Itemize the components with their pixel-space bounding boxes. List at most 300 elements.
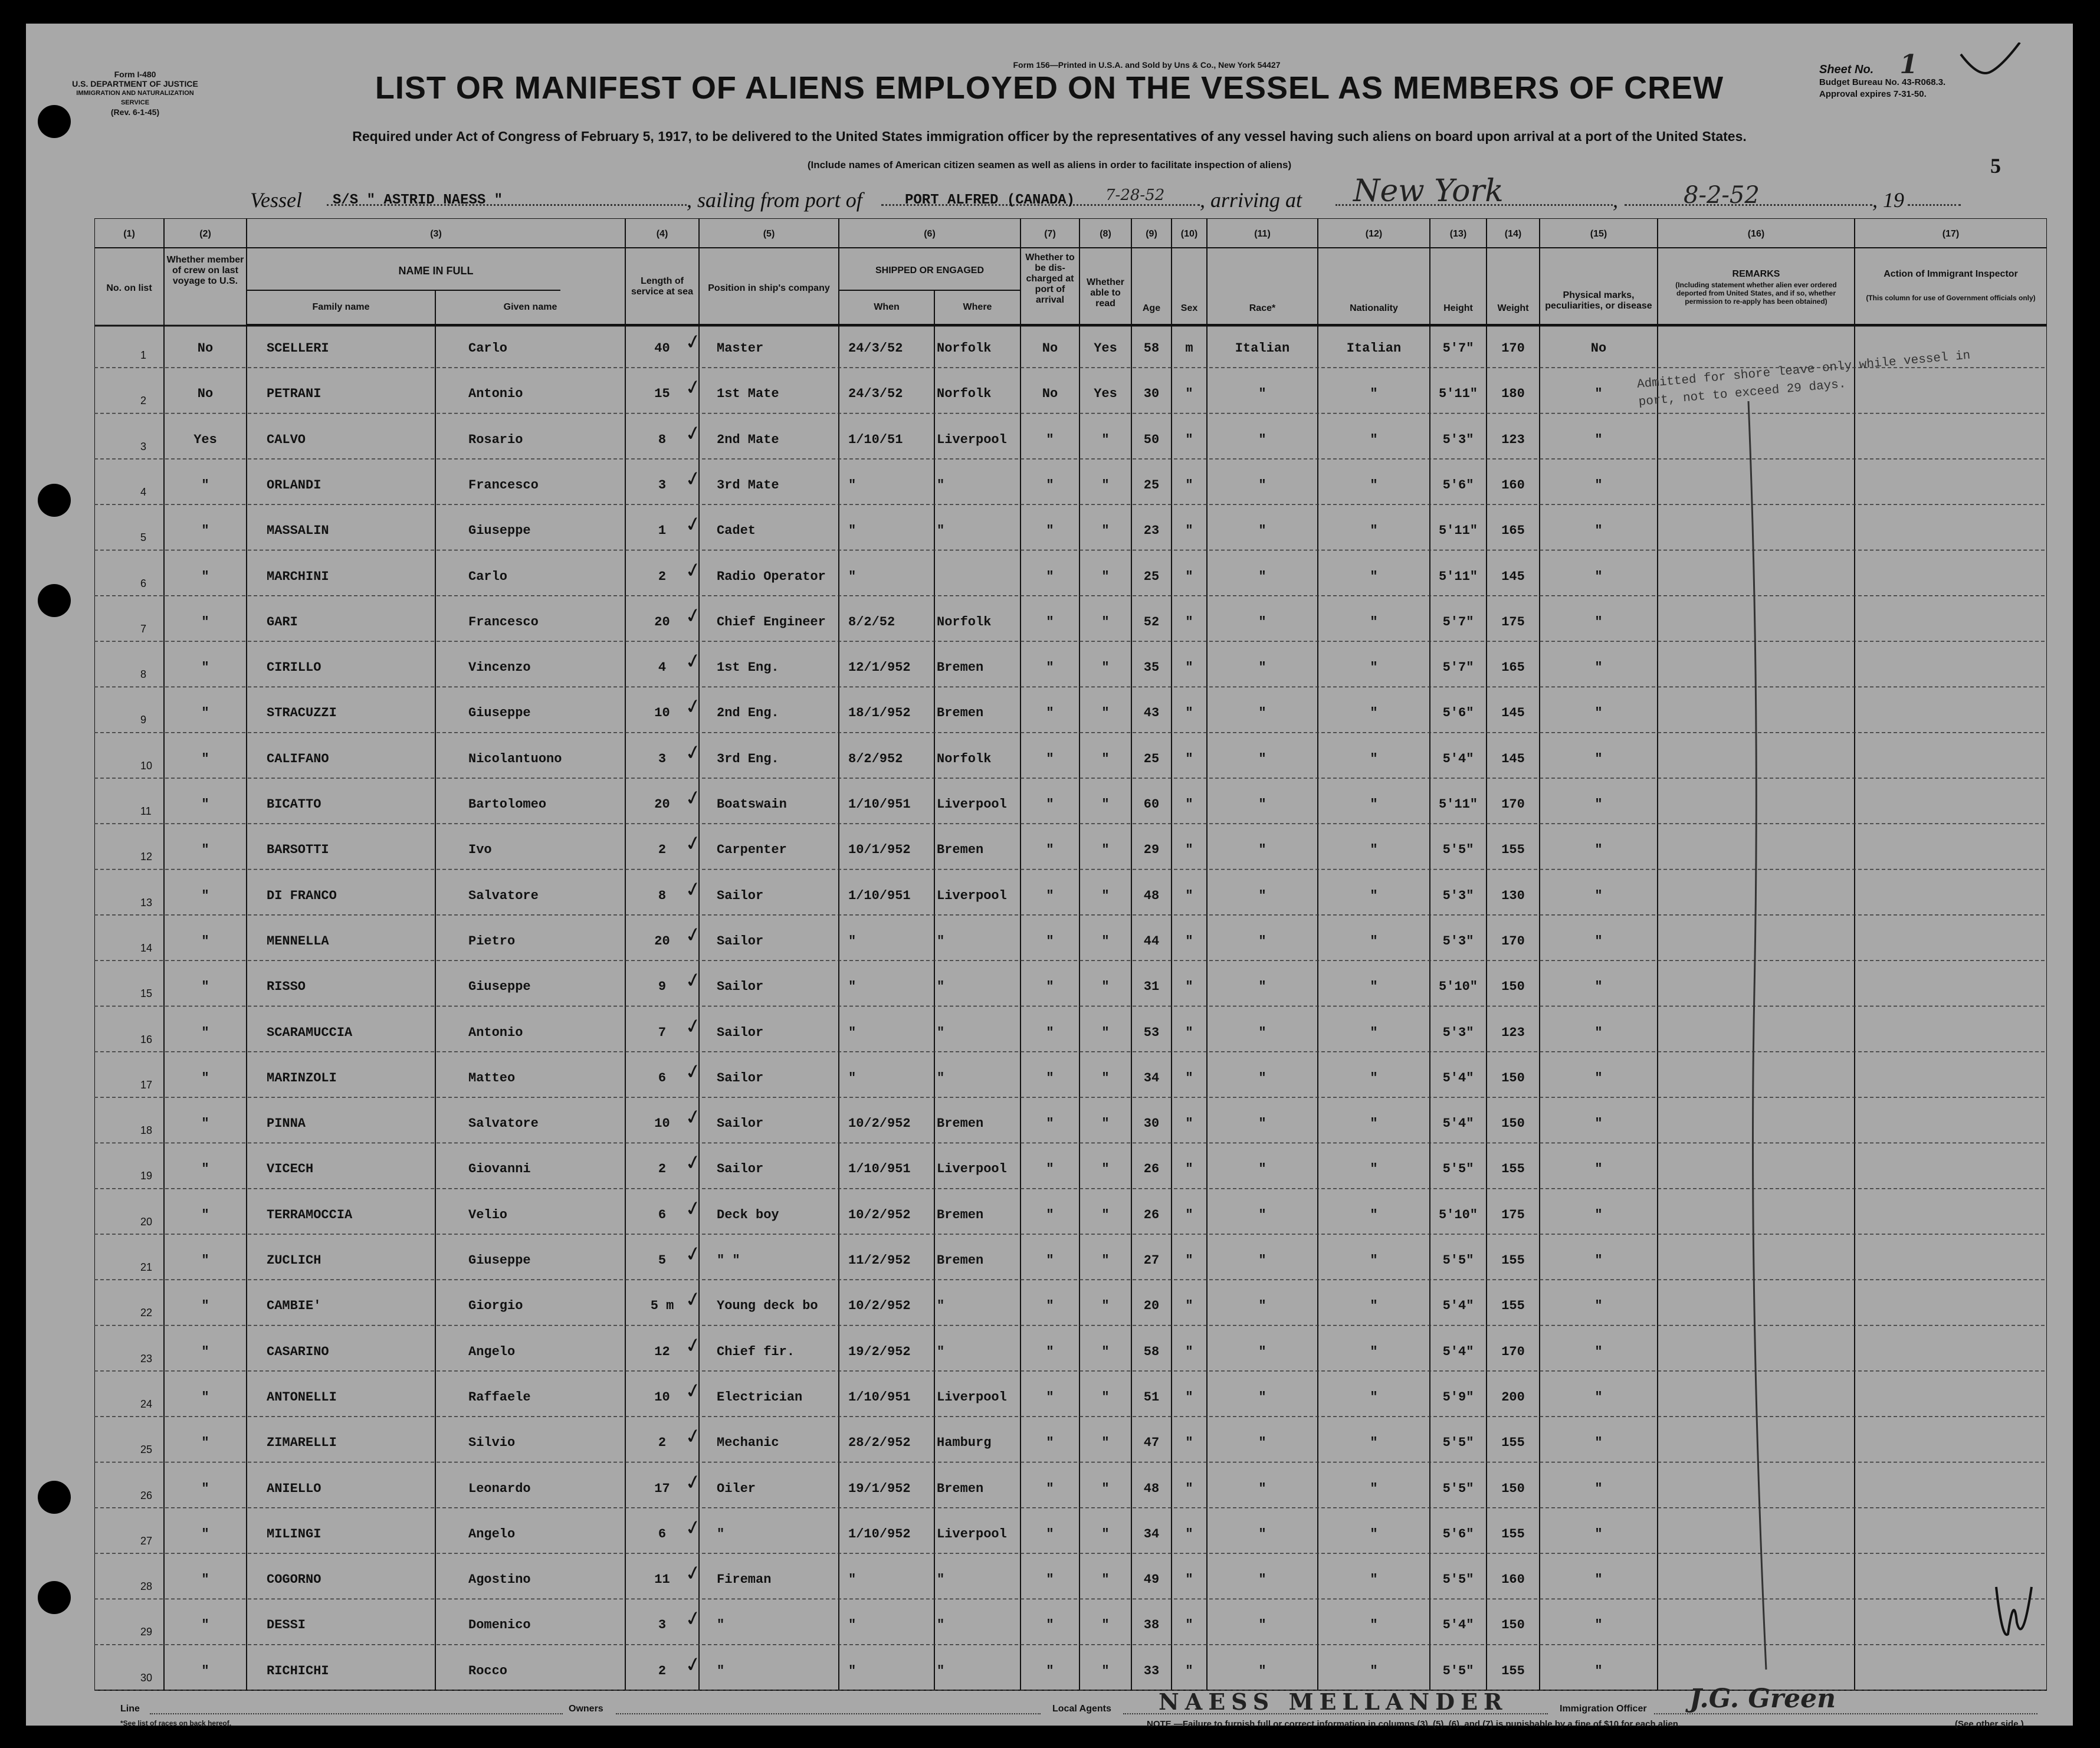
cell-pos: 1st Eng.	[717, 660, 779, 675]
row-number: 23	[140, 1352, 153, 1365]
cell-sex: "	[1185, 1389, 1193, 1405]
header-action-sub: (This column for use of Government officials only)	[1866, 294, 2036, 302]
cell-wt: 155	[1501, 1663, 1525, 1678]
header-age: Age	[1142, 303, 1161, 313]
cell-c2: "	[201, 751, 209, 766]
cell-family: RICHICHI	[267, 1663, 329, 1678]
cell-wt: 123	[1501, 432, 1525, 447]
row-number: 1	[140, 349, 147, 361]
cell-svc: 20	[654, 797, 670, 812]
cell-svc: 2	[658, 1663, 667, 1678]
cell-age: 30	[1143, 386, 1160, 402]
cell-race: "	[1258, 1663, 1266, 1678]
cell-ht: 5'10"	[1438, 979, 1478, 995]
row-number: 24	[140, 1398, 153, 1410]
cell-ht: 5'11"	[1438, 523, 1478, 539]
cell-c2: "	[201, 797, 209, 812]
header-shipped-engaged: SHIPPED OR ENGAGED	[875, 265, 985, 276]
budget-bureau: Budget Bureau No. 43-R068.3.	[1819, 77, 1946, 87]
row-number: 11	[140, 805, 152, 817]
cell-svc: 2	[658, 842, 667, 858]
header-nationality: Nationality	[1350, 303, 1398, 313]
check-mark-icon: ✓	[682, 1149, 704, 1176]
check-mark-icon: ✓	[682, 648, 704, 675]
manifest-page	[26, 24, 2073, 1729]
cell-when: 1/10/51	[848, 432, 903, 447]
cell-pos: Sailor	[717, 1116, 764, 1132]
cell-age: 34	[1143, 1070, 1160, 1085]
cell-given: Leonardo	[468, 1481, 531, 1496]
cell-nat: "	[1370, 614, 1378, 629]
cell-pos: Electrician	[717, 1389, 803, 1405]
cell-race: "	[1258, 1481, 1266, 1496]
check-mark-icon: ✓	[682, 876, 704, 903]
row-number: 25	[140, 1444, 153, 1456]
printer-line: Form 156—Printed in U.S.A. and Sold by Uns & Co., New York 54427	[1013, 60, 1281, 70]
cell-when: 8/2/952	[848, 751, 903, 766]
cell-where: Hamburg	[937, 1435, 992, 1451]
cell-dis: "	[1046, 614, 1054, 629]
cell-nat: "	[1370, 1116, 1378, 1132]
cell-phys: "	[1594, 1389, 1603, 1405]
check-mark-icon: ✓	[682, 967, 704, 994]
required-statement: Required under Act of Congress of February 5, 1917, to be delivered to the United States immigration officer by the representatives of any vessel having such aliens on board upon arrival at a port of the United States.	[352, 129, 1747, 144]
cell-dis: "	[1046, 1162, 1054, 1177]
arrival-date: 8-2-52	[1684, 182, 1760, 209]
cell-when: "	[848, 1618, 857, 1633]
vessel-name: S/S " ASTRID NAESS "	[333, 192, 503, 208]
cell-c2: "	[201, 1344, 209, 1359]
cell-sex: m	[1185, 341, 1193, 356]
cell-ht: 5'4"	[1442, 1618, 1474, 1633]
cell-svc: 10	[654, 1116, 670, 1132]
cell-ht: 5'4"	[1442, 1070, 1474, 1085]
cell-age: 31	[1143, 979, 1160, 995]
cell-pos: Sailor	[717, 888, 764, 903]
row-number: 16	[140, 1033, 153, 1045]
cell-ht: 5'6"	[1442, 477, 1474, 493]
row-number: 27	[140, 1534, 153, 1547]
cell-when: 1/10/951	[848, 1389, 911, 1405]
cell-race: "	[1258, 614, 1266, 629]
cell-sex: "	[1185, 660, 1193, 675]
officer-label: Immigration Officer	[1560, 1704, 1647, 1714]
cell-given: Angelo	[468, 1344, 516, 1359]
cell-when: 19/1/952	[848, 1481, 911, 1496]
cell-phys: "	[1594, 432, 1603, 447]
cell-pos: Chief Engineer	[717, 614, 826, 629]
cell-c2: "	[201, 979, 209, 995]
cell-race: "	[1258, 1572, 1266, 1588]
cell-family: BARSOTTI	[267, 842, 329, 858]
header-given-name: Given name	[503, 302, 557, 312]
cell-race: "	[1258, 1618, 1266, 1633]
cell-c2: "	[201, 523, 209, 539]
cell-read: "	[1101, 1663, 1110, 1678]
check-mark-icon: ✓	[682, 1195, 704, 1222]
cell-given: Antonio	[468, 386, 523, 402]
check-mark-icon: ✓	[682, 785, 704, 812]
row-number: 13	[140, 896, 153, 909]
cell-where: "	[937, 477, 945, 493]
departure-date: 7-28-52	[1105, 186, 1165, 204]
form-identifier: Form I-480 U.S. DEPARTMENT OF JUSTICE IMMIGRATION AND NATURALIZATION SERVICE (Rev. 6-1-45)	[72, 70, 198, 117]
cell-phys: "	[1594, 706, 1603, 721]
cell-race: "	[1258, 1253, 1266, 1268]
cell-c2: "	[201, 477, 209, 493]
cell-svc: 5 m	[650, 1298, 674, 1314]
cell-age: 48	[1143, 888, 1160, 903]
cell-age: 50	[1143, 432, 1160, 447]
cell-wt: 155	[1501, 842, 1525, 858]
row-number: 18	[140, 1124, 153, 1137]
cell-c2: "	[201, 1618, 209, 1633]
cell-c2: "	[201, 842, 209, 858]
cell-wt: 160	[1501, 1572, 1525, 1588]
header-discharged: Whether to be dis-charged at port of arrival	[1025, 252, 1075, 305]
cell-nat: "	[1370, 386, 1378, 402]
cell-dis: "	[1046, 1663, 1054, 1678]
cell-ht: 5'3"	[1442, 432, 1474, 447]
cell-svc: 15	[654, 386, 670, 402]
cell-race: "	[1258, 888, 1266, 903]
check-mark-icon: ✓	[682, 1514, 704, 1542]
cell-nat: "	[1370, 1298, 1378, 1314]
cell-where: Liverpool	[937, 1526, 1007, 1542]
column-number: (15)	[1590, 229, 1607, 239]
cell-dis: "	[1046, 1253, 1054, 1268]
cell-phys: No	[1590, 341, 1607, 356]
cell-read: "	[1101, 1116, 1110, 1132]
cell-nat: "	[1370, 1618, 1378, 1633]
cell-family: VICECH	[267, 1162, 314, 1177]
cell-age: 53	[1143, 1025, 1160, 1040]
check-mark-icon: ✓	[682, 420, 704, 447]
cell-age: 20	[1143, 1298, 1160, 1314]
cell-where: "	[937, 523, 945, 539]
cell-phys: "	[1594, 1526, 1603, 1542]
cell-when: "	[848, 523, 857, 539]
cell-svc: 5	[658, 1253, 667, 1268]
cell-wt: 145	[1501, 751, 1525, 766]
cell-c2: "	[201, 660, 209, 675]
other-side-note: (See other side.)	[1955, 1719, 2024, 1729]
cell-nat: "	[1370, 1207, 1378, 1222]
header-family-name: Family name	[312, 302, 370, 312]
cell-nat: "	[1370, 1572, 1378, 1588]
cell-where: "	[937, 933, 945, 949]
check-mark-icon: ✓	[682, 1378, 704, 1405]
row-number: 21	[140, 1261, 153, 1273]
column-number: (8)	[1100, 229, 1111, 239]
cell-wt: 155	[1501, 1526, 1525, 1542]
cell-race: "	[1258, 842, 1266, 858]
cell-where: Liverpool	[937, 797, 1007, 812]
cell-c2: "	[201, 888, 209, 903]
cell-age: 43	[1143, 706, 1160, 721]
line-label: Line	[120, 1704, 140, 1714]
cell-when: "	[848, 1572, 857, 1588]
cell-family: MARCHINI	[267, 569, 329, 584]
cell-family: DI FRANCO	[267, 888, 337, 903]
cell-svc: 2	[658, 1435, 667, 1451]
cell-nat: "	[1370, 477, 1378, 493]
cell-when: 8/2/52	[848, 614, 895, 629]
cell-read: "	[1101, 842, 1110, 858]
cell-svc: 6	[658, 1070, 667, 1085]
row-number: 4	[140, 486, 147, 498]
cell-phys: "	[1594, 933, 1603, 949]
cell-sex: "	[1185, 1344, 1193, 1359]
cell-race: Italian	[1235, 341, 1290, 356]
cell-dis: "	[1046, 1344, 1054, 1359]
cell-when: "	[848, 979, 857, 995]
row-number: 5	[140, 532, 147, 544]
cell-given: Matteo	[468, 1070, 516, 1085]
cell-age: 48	[1143, 1481, 1160, 1496]
column-number: (1)	[123, 229, 135, 239]
cell-read: "	[1101, 1298, 1110, 1314]
check-mark-icon: ✓	[682, 921, 704, 949]
cell-dis: "	[1046, 1526, 1054, 1542]
check-mark-icon: ✓	[682, 1241, 704, 1268]
cell-pos: Deck boy	[717, 1207, 779, 1222]
row-number: 14	[140, 942, 153, 954]
cell-wt: 165	[1501, 523, 1525, 539]
cell-when: 1/10/951	[848, 888, 911, 903]
cell-phys: "	[1594, 660, 1603, 675]
column-number: (4)	[656, 229, 668, 239]
column-number: (5)	[763, 229, 775, 239]
header-last-voyage: Whether member of crew on last voyage to U.S.	[166, 255, 244, 286]
cell-given: Antonio	[468, 1025, 523, 1040]
cell-c2: "	[201, 1162, 209, 1177]
cell-when: 10/2/952	[848, 1116, 911, 1132]
column-number: (14)	[1504, 229, 1522, 239]
vessel-label: Vessel	[250, 188, 302, 212]
cell-pos: 3rd Mate	[717, 477, 779, 493]
cell-given: Salvatore	[468, 1116, 539, 1132]
page-title: LIST OR MANIFEST OF ALIENS EMPLOYED ON THE VESSEL AS MEMBERS OF CREW	[375, 70, 1724, 106]
cell-phys: "	[1594, 1070, 1603, 1085]
check-mark-icon: ✓	[682, 511, 704, 538]
cell-given: Giuseppe	[468, 523, 531, 539]
cell-svc: 6	[658, 1207, 667, 1222]
cell-c2: "	[201, 1116, 209, 1132]
cell-ht: 5'10"	[1438, 1207, 1478, 1222]
cell-family: STRACUZZI	[267, 706, 337, 721]
row-number: 6	[140, 577, 147, 589]
cell-pos: Boatswain	[717, 797, 787, 812]
cell-age: 25	[1143, 569, 1160, 584]
cell-read: "	[1101, 751, 1110, 766]
cell-ht: 5'5"	[1442, 1435, 1474, 1451]
cell-ht: 5'4"	[1442, 751, 1474, 766]
cell-phys: "	[1594, 1435, 1603, 1451]
row-number: 19	[140, 1170, 153, 1182]
cell-svc: 20	[654, 614, 670, 629]
cell-wt: 170	[1501, 341, 1525, 356]
cell-dis: "	[1046, 432, 1054, 447]
cell-age: 25	[1143, 751, 1160, 766]
cell-dis: No	[1042, 386, 1058, 402]
check-mark-icon	[1955, 42, 2026, 78]
cell-nat: "	[1370, 797, 1378, 812]
cell-age: 33	[1143, 1663, 1160, 1678]
cell-where: Bremen	[937, 1116, 984, 1132]
cell-dis: No	[1042, 341, 1058, 356]
cell-c2: "	[201, 1253, 209, 1268]
cell-svc: 8	[658, 432, 667, 447]
cell-when: 10/2/952	[848, 1207, 911, 1222]
cell-nat: "	[1370, 1389, 1378, 1405]
cell-dis: "	[1046, 1618, 1054, 1633]
header-height: Height	[1443, 303, 1473, 313]
vessel-line	[91, 173, 1978, 214]
cell-race: "	[1258, 1298, 1266, 1314]
cell-dis: "	[1046, 1389, 1054, 1405]
check-mark-icon: ✓	[682, 1560, 704, 1587]
cell-sex: "	[1185, 1572, 1193, 1588]
remarks-text: Admitted for shore leave only while vessel in port, not to exceed 29 days.	[1636, 349, 1971, 409]
cell-dis: "	[1046, 706, 1054, 721]
cell-sex: "	[1185, 477, 1193, 493]
cell-read: "	[1101, 797, 1110, 812]
cell-family: ORLANDI	[267, 477, 321, 493]
cell-given: Nicolantuono	[468, 751, 562, 766]
arriving-label: , arriving at	[1200, 188, 1302, 212]
row-number: 28	[140, 1580, 153, 1593]
cell-pos: Cadet	[717, 523, 756, 539]
header-action: Action of Immigrant Inspector	[1884, 269, 2018, 279]
cell-ht: 5'3"	[1442, 888, 1474, 903]
header-able-to-read: Whether able to read	[1087, 277, 1124, 309]
cell-phys: "	[1594, 751, 1603, 766]
punch-hole	[38, 105, 71, 138]
cell-when: "	[848, 1663, 857, 1678]
cell-read: "	[1101, 1025, 1110, 1040]
cell-read: "	[1101, 432, 1110, 447]
cell-wt: 180	[1501, 386, 1525, 402]
punch-hole	[38, 1481, 71, 1514]
cell-given: Rosario	[468, 432, 523, 447]
cell-pos: Oiler	[717, 1481, 756, 1496]
cell-sex: "	[1185, 432, 1193, 447]
cell-nat: "	[1370, 660, 1378, 675]
header-physical-marks: Physical marks, peculiarities, or disease	[1545, 290, 1652, 311]
cell-where: Bremen	[937, 1207, 984, 1222]
cell-wt: 170	[1501, 933, 1525, 949]
cell-age: 27	[1143, 1253, 1160, 1268]
cell-phys: "	[1594, 1481, 1603, 1496]
cell-svc: 10	[654, 706, 670, 721]
cell-family: CIRILLO	[267, 660, 321, 675]
cell-dis: "	[1046, 1481, 1054, 1496]
cell-where: Norfolk	[937, 751, 992, 766]
cell-svc: 2	[658, 569, 667, 584]
cell-nat: "	[1370, 1344, 1378, 1359]
cell-ht: 5'5"	[1442, 1162, 1474, 1177]
cell-c2: "	[201, 1481, 209, 1496]
cell-family: ZIMARELLI	[267, 1435, 337, 1451]
cell-family: MASSALIN	[267, 523, 329, 539]
cell-c2: "	[201, 1572, 209, 1588]
cell-where: Bremen	[937, 706, 984, 721]
cell-nat: "	[1370, 751, 1378, 766]
cell-given: Carlo	[468, 341, 508, 356]
cell-race: "	[1258, 477, 1266, 493]
cell-c2: "	[201, 1025, 209, 1040]
header-position: Position in ship's company	[708, 283, 830, 293]
cell-race: "	[1258, 1435, 1266, 1451]
cell-dis: "	[1046, 979, 1054, 995]
row-number: 22	[140, 1307, 153, 1319]
penalty-note: NOTE.—Failure to furnish full or correct information in columns (3), (5), (6), and (7) is punishable by a fine of $10 for each alien.	[1147, 1719, 1681, 1729]
cell-when: 1/10/952	[848, 1526, 911, 1542]
cell-race: "	[1258, 1070, 1266, 1085]
check-mark-icon: ✓	[682, 329, 704, 356]
row-number: 2	[140, 395, 147, 407]
sheet-label: Sheet No.	[1819, 63, 1874, 76]
cell-where: Bremen	[937, 660, 984, 675]
cell-nat: "	[1370, 1025, 1378, 1040]
row-number: 8	[140, 668, 147, 681]
cell-sex: "	[1185, 842, 1193, 858]
races-note: *See list of races on back hereof.	[120, 1719, 232, 1727]
cell-race: "	[1258, 1025, 1266, 1040]
cell-race: "	[1258, 1116, 1266, 1132]
cell-given: Giuseppe	[468, 706, 531, 721]
cell-age: 44	[1143, 933, 1160, 949]
check-mark-icon: ✓	[682, 602, 704, 629]
cell-race: "	[1258, 1344, 1266, 1359]
cell-svc: 4	[658, 660, 667, 675]
cell-age: 23	[1143, 523, 1160, 539]
cell-wt: 150	[1501, 1481, 1525, 1496]
cell-family: MILINGI	[267, 1526, 321, 1542]
cell-sex: "	[1185, 569, 1193, 584]
cell-read: "	[1101, 523, 1110, 539]
cell-given: Giuseppe	[468, 979, 531, 995]
cell-nat: "	[1370, 1663, 1378, 1678]
cell-c2: "	[201, 1435, 209, 1451]
cell-c2: No	[197, 386, 214, 402]
cell-wt: 123	[1501, 1025, 1525, 1040]
row-number: 3	[140, 440, 147, 452]
cell-age: 26	[1143, 1162, 1160, 1177]
cell-phys: "	[1594, 1663, 1603, 1678]
cell-read: "	[1101, 1618, 1110, 1633]
cell-ht: 5'5"	[1442, 1572, 1474, 1588]
cell-nat: "	[1370, 432, 1378, 447]
cell-sex: "	[1185, 614, 1193, 629]
cell-age: 30	[1143, 1116, 1160, 1132]
year-label: , 19	[1872, 188, 1904, 212]
cell-svc: 7	[658, 1025, 667, 1040]
cell-read: "	[1101, 1253, 1110, 1268]
owners-label: Owners	[569, 1704, 603, 1714]
cell-svc: 12	[654, 1344, 670, 1359]
cell-read: "	[1101, 1070, 1110, 1085]
cell-when: 11/2/952	[848, 1253, 911, 1268]
cell-sex: "	[1185, 1253, 1193, 1268]
cell-dis: "	[1046, 1025, 1054, 1040]
cell-age: 58	[1143, 1344, 1160, 1359]
cell-sex: "	[1185, 1618, 1193, 1633]
cell-where: Liverpool	[937, 1162, 1007, 1177]
cell-family: CASARINO	[267, 1344, 329, 1359]
cell-c2: No	[197, 341, 214, 356]
